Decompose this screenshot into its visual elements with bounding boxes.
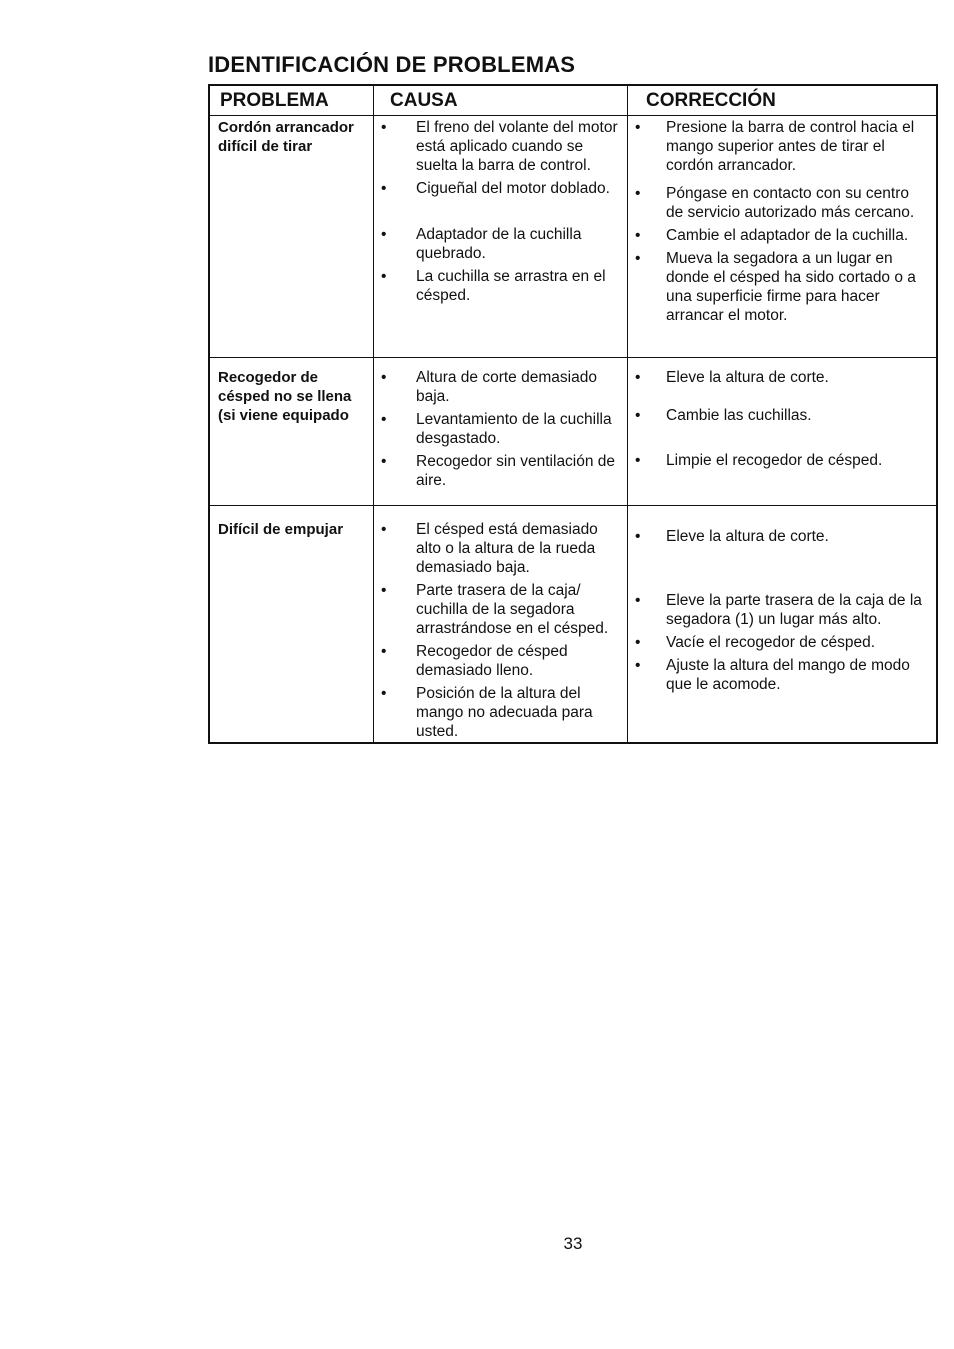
header-correction: CORRECCIÓN <box>646 90 776 111</box>
table-row <box>210 116 936 358</box>
correction-cell <box>628 116 936 357</box>
cause-item: • La cuchilla se arrastra en el césped. <box>374 267 621 305</box>
cause-item: • Cigueñal del motor doblado. <box>374 179 621 198</box>
table-row <box>210 506 936 742</box>
cause-item: • Altura de corte demasiado baja. <box>374 368 621 406</box>
cause-item: • Adaptador de la cuchilla quebrado. <box>374 225 621 263</box>
problem-text: Cordón arrancador difícil de tirar <box>218 119 354 155</box>
cause-cell <box>374 506 628 742</box>
cause-cell <box>374 358 628 505</box>
cause-item: • Posición de la altura del mango no adecuada para usted. <box>374 684 621 741</box>
cause-item: • Recogedor sin ventilación de aire. <box>374 452 621 490</box>
problem-text: Difícil de empujar <box>218 521 344 538</box>
table-row <box>210 358 936 506</box>
cause-item: • Recogedor de césped demasiado lleno. <box>374 642 621 680</box>
correction-cell <box>628 358 936 505</box>
correction-item: • Ajuste la altura del mango de modo que le acomode. <box>628 656 930 694</box>
correction-item: • Limpie el recogedor de césped. <box>628 451 930 470</box>
correction-item: • Cambie el adaptador de la cuchilla. <box>628 226 930 245</box>
correction-item: • Eleve la altura de corte. <box>628 368 930 387</box>
correction-item: • Mueva la segadora a un lugar en donde el césped ha sido cortado o a una superficie firme para hacer arrancar el motor. <box>628 249 930 325</box>
cause-item: • El freno del volante del motor está aplicado cuando se suelta la barra de control. <box>374 118 621 175</box>
cause-item: • Levantamiento de la cuchilla desgastado. <box>374 410 621 448</box>
correction-list <box>628 525 936 694</box>
correction-item: • Presione la barra de control hacia el mango superior antes de tirar el cordón arrancador. <box>628 118 930 175</box>
cause-list <box>374 518 627 741</box>
correction-item: • Póngase en contacto con su centro de servicio autorizado más cercano. <box>628 184 930 222</box>
problem-cell <box>210 358 374 505</box>
header-cause: CAUSA <box>374 86 628 115</box>
correction-item: • Cambie las cuchillas. <box>628 406 930 425</box>
page-title: IDENTIFICACIÓN DE PROBLEMAS <box>208 52 576 77</box>
cause-list <box>374 366 627 490</box>
header-problem: PROBLEMA <box>210 86 374 115</box>
troubleshooting-table <box>208 84 938 744</box>
correction-list <box>628 366 936 470</box>
cause-item: • El césped está demasiado alto o la altura de la rueda demasiado baja. <box>374 520 621 577</box>
cause-cell <box>374 116 628 357</box>
cause-item: • Parte trasera de la caja/ cuchilla de la segadora arrastrándose en el césped. <box>374 581 621 638</box>
table-header-row <box>210 86 936 116</box>
correction-item: • Eleve la parte trasera de la caja de la segadora (1) un lugar más alto. <box>628 591 930 629</box>
problem-text: Recogedor de césped no se llena (si viene equipado <box>218 369 352 424</box>
problem-cell <box>210 506 374 742</box>
problem-cell <box>210 116 374 357</box>
correction-item: • Vacíe el recogedor de césped. <box>628 633 930 652</box>
correction-cell <box>628 506 936 742</box>
cause-list <box>374 116 627 305</box>
page-number: 33 <box>563 1234 583 1253</box>
correction-item: • Eleve la altura de corte. <box>628 527 930 546</box>
correction-list <box>628 116 936 325</box>
